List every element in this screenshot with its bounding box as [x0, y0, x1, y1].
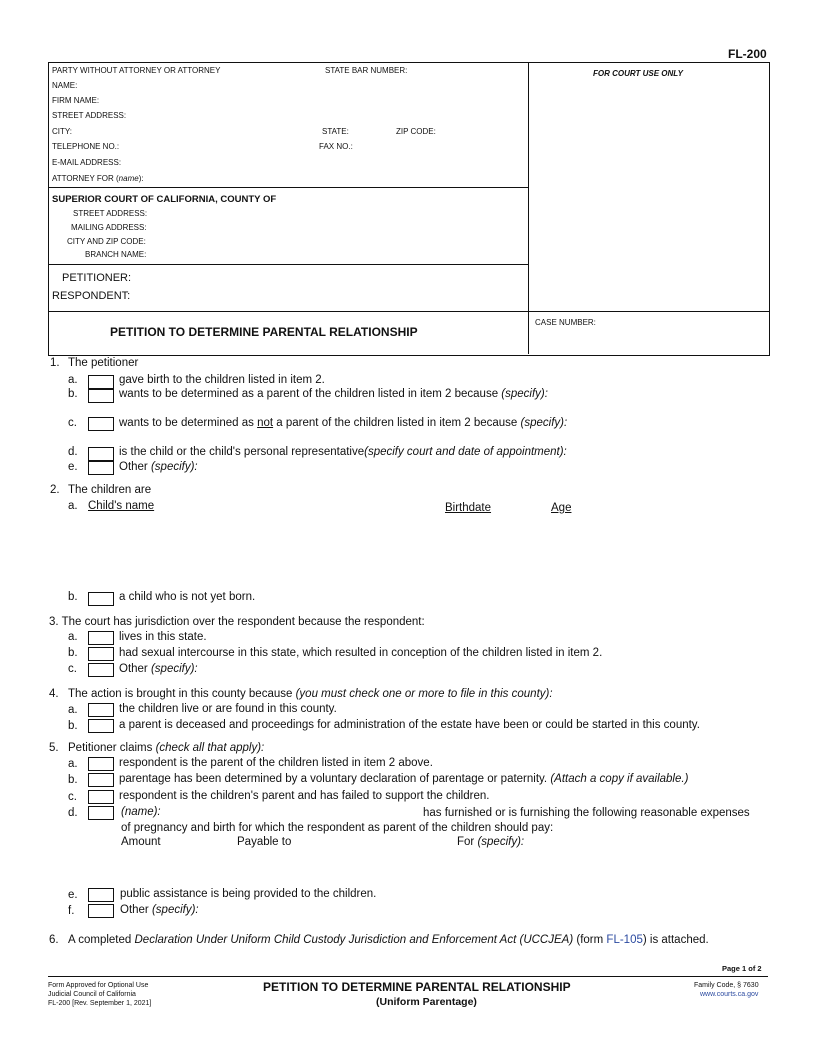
- petitioner-label: PETITIONER:: [62, 272, 132, 284]
- zip-label: ZIP CODE:: [396, 127, 436, 136]
- item5a-letter: a.: [68, 758, 78, 770]
- court-use-label: FOR COURT USE ONLY: [593, 69, 683, 78]
- item6-text: A completed Declaration Under Uniform Child Custody Jurisdiction and Enforcement Act (UCCJEA) (form FL-105) is attached.: [68, 934, 709, 946]
- court-city-zip-label: CITY AND ZIP CODE:: [67, 237, 146, 246]
- item3a-text: lives in this state.: [119, 631, 207, 643]
- name-label: NAME:: [52, 81, 78, 90]
- item5d-text2: of pregnancy and birth for which the respondent as parent of the children should pay:: [121, 822, 554, 834]
- firm-label: FIRM NAME:: [52, 96, 100, 105]
- item1c-letter: c.: [68, 417, 77, 429]
- item5-title: Petitioner claims (check all that apply):: [68, 742, 265, 754]
- footer-subtitle: (Uniform Parentage): [376, 996, 477, 1008]
- item3-title: 3. The court has jurisdiction over the respondent because the respondent:: [49, 616, 425, 628]
- attorney-for-label: ATTORNEY FOR (name):: [52, 174, 144, 183]
- age-header: Age: [551, 502, 572, 514]
- item1b-text: wants to be determined as a parent of the children listed in item 2 because (specify):: [119, 388, 548, 400]
- item5b-checkbox[interactable]: [88, 773, 114, 787]
- footer-rev: FL-200 [Rev. September 1, 2021]: [48, 1000, 152, 1007]
- item5d-letter: d.: [68, 807, 78, 819]
- item5d-checkbox[interactable]: [88, 806, 114, 820]
- item2b-letter: b.: [68, 591, 78, 603]
- item5d-name-label: (name):: [121, 806, 161, 818]
- item2b-checkbox[interactable]: [88, 592, 114, 606]
- footer-approved: Form Approved for Optional Use: [48, 982, 149, 989]
- item3b-text: had sexual intercourse in this state, which resulted in conception of the children listed in item 2.: [119, 647, 603, 659]
- item1e-letter: e.: [68, 461, 78, 473]
- item3a-letter: a.: [68, 631, 78, 643]
- court-street-label: STREET ADDRESS:: [73, 209, 148, 218]
- item1-title: The petitioner: [68, 357, 139, 369]
- footer-site-link[interactable]: www.courts.ca.gov: [700, 991, 759, 998]
- item3a-checkbox[interactable]: [88, 631, 114, 645]
- fax-label: FAX NO.:: [319, 142, 353, 151]
- court-title: SUPERIOR COURT OF CALIFORNIA, COUNTY OF: [52, 194, 277, 205]
- page-number: Page 1 of 2: [722, 964, 762, 973]
- item1c-checkbox[interactable]: [88, 417, 114, 431]
- item1a-text: gave birth to the children listed in item 2.: [119, 374, 325, 386]
- item5c-text: respondent is the children's parent and has failed to support the children.: [119, 790, 490, 802]
- item5a-text: respondent is the parent of the children listed in item 2 above.: [119, 757, 433, 769]
- item5f-letter: f.: [68, 905, 75, 917]
- party-label: PARTY WITHOUT ATTORNEY OR ATTORNEY: [52, 66, 221, 75]
- phone-label: TELEPHONE NO.:: [52, 142, 120, 151]
- item5a-checkbox[interactable]: [88, 757, 114, 771]
- state-label: STATE:: [322, 127, 349, 136]
- form-title: PETITION TO DETERMINE PARENTAL RELATIONSHIP: [110, 325, 418, 339]
- item5-number: 5.: [49, 742, 59, 754]
- item2b-text: a child who is not yet born.: [119, 591, 256, 603]
- item1d-letter: d.: [68, 446, 78, 458]
- street-label: STREET ADDRESS:: [52, 111, 127, 120]
- court-mailing-label: MAILING ADDRESS:: [71, 223, 147, 232]
- item5e-checkbox[interactable]: [88, 888, 114, 902]
- item1a-checkbox[interactable]: [88, 375, 114, 389]
- fl105-link[interactable]: FL-105: [606, 934, 643, 946]
- item2-number: 2.: [50, 484, 60, 496]
- item5c-letter: c.: [68, 791, 77, 803]
- item1c-text: wants to be determined as not a parent of the children listed in item 2 because (specify):: [119, 417, 568, 429]
- item3c-letter: c.: [68, 663, 77, 675]
- item1b-letter: b.: [68, 388, 78, 400]
- item5d-text: has furnished or is furnishing the following reasonable expenses: [423, 807, 750, 819]
- item5f-text: Other (specify):: [120, 904, 199, 916]
- item5f-checkbox[interactable]: [88, 904, 114, 918]
- item1d-text: is the child or the child's personal representative(specify court and date of appointment):: [119, 446, 567, 458]
- form-id: FL-200: [728, 47, 767, 61]
- case-number-label: CASE NUMBER:: [535, 318, 596, 327]
- item3c-text: Other (specify):: [119, 663, 198, 675]
- footer-code: Family Code, § 7630: [694, 982, 759, 989]
- item5e-letter: e.: [68, 889, 78, 901]
- item4-title: The action is brought in this county because (you must check one or more to file in this county):: [68, 688, 553, 700]
- item4b-checkbox[interactable]: [88, 719, 114, 733]
- court-branch-label: BRANCH NAME:: [85, 250, 147, 259]
- item1b-checkbox[interactable]: [88, 389, 114, 403]
- footer-title: PETITION TO DETERMINE PARENTAL RELATIONSHIP: [263, 980, 571, 994]
- header-separator: [48, 187, 528, 188]
- payable-to-header: Payable to: [237, 836, 292, 848]
- item4b-letter: b.: [68, 720, 78, 732]
- email-label: E-MAIL ADDRESS:: [52, 158, 122, 167]
- item4a-checkbox[interactable]: [88, 703, 114, 717]
- item1a-letter: a.: [68, 374, 78, 386]
- item1e-text: Other (specify):: [119, 461, 198, 473]
- item6-number: 6.: [49, 934, 59, 946]
- item3b-checkbox[interactable]: [88, 647, 114, 661]
- item2-title: The children are: [68, 484, 152, 496]
- respondent-label: RESPONDENT:: [52, 290, 131, 302]
- header-separator: [48, 311, 769, 312]
- item3b-letter: b.: [68, 647, 78, 659]
- item5b-text: parentage has been determined by a voluntary declaration of parentage or paternity. (Attach a copy if available.): [119, 773, 689, 785]
- footer-council: Judicial Council of California: [48, 991, 136, 998]
- childs-name-header: Child's name: [88, 500, 155, 512]
- state-bar-label: STATE BAR NUMBER:: [325, 66, 408, 75]
- item4-number: 4.: [49, 688, 59, 700]
- amount-header: Amount: [121, 836, 161, 848]
- item4a-text: the children live or are found in this county.: [119, 703, 337, 715]
- header-separator: [48, 264, 528, 265]
- item2a-letter: a.: [68, 500, 78, 512]
- item5e-text: public assistance is being provided to the children.: [120, 888, 377, 900]
- item1d-checkbox[interactable]: [88, 447, 114, 461]
- birthdate-header: Birthdate: [445, 502, 492, 514]
- item4b-text: a parent is deceased and proceedings for administration of the estate have been or could be started in this county.: [119, 719, 700, 731]
- city-label: CITY:: [52, 127, 73, 136]
- item1e-checkbox[interactable]: [88, 461, 114, 475]
- item4a-letter: a.: [68, 704, 78, 716]
- item5b-letter: b.: [68, 774, 78, 786]
- item1-number: 1.: [50, 357, 60, 369]
- for-header: For (specify):: [457, 836, 525, 848]
- item5c-checkbox[interactable]: [88, 790, 114, 804]
- footer-rule: [48, 976, 768, 977]
- item3c-checkbox[interactable]: [88, 663, 114, 677]
